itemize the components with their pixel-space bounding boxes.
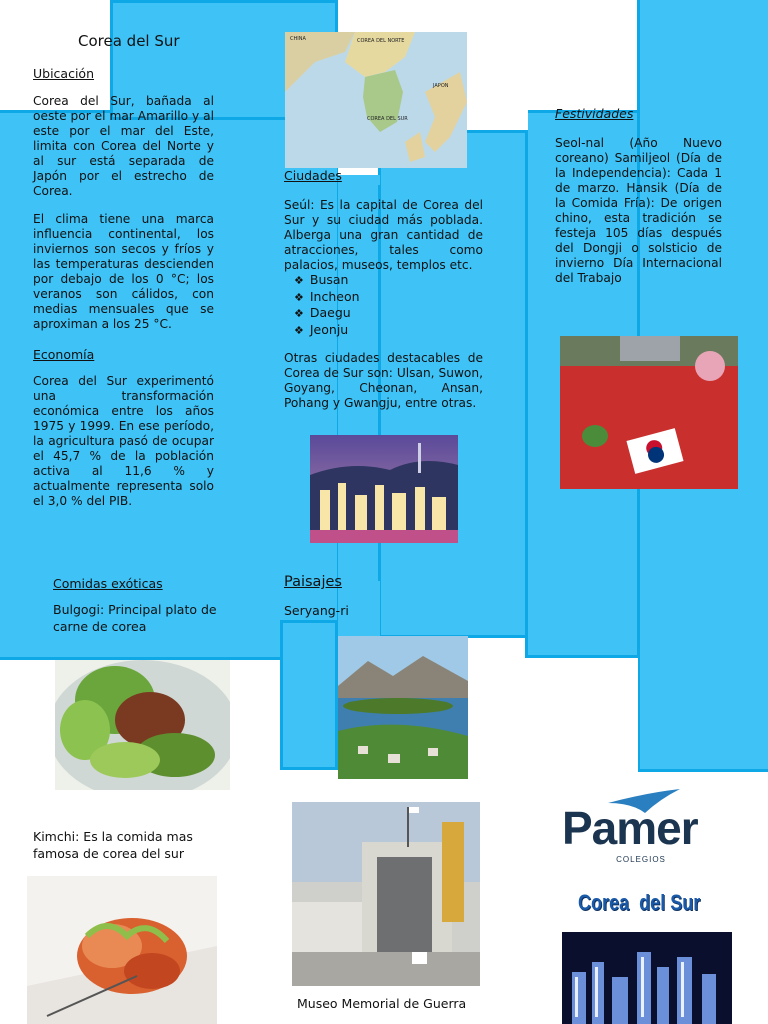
- otras-ciudades-text: Otras ciudades destacables de Corea de Sur son: Ulsan, Suwon, Goyang, Cheonan, Ansan, Pohang y Gwangju, entre otras.: [284, 351, 483, 410]
- list-item: ❖ Busan: [294, 272, 360, 289]
- kimchi-photo: [27, 876, 217, 1024]
- landscape-photo: [338, 636, 468, 779]
- clima-text: El clima tiene una marca influencia continental, los inviernos son secos y fríos y las temperaturas descienden por debajo de los 0 °C; los veranos son cálidos, con medias mensuales que se aproximan a los 25 °C.: [33, 212, 214, 331]
- brand-name: Pamer: [562, 802, 698, 854]
- left-title: Corea del Sur: [78, 32, 180, 50]
- map-label-china: CHINA: [290, 36, 306, 42]
- pamer-logo: [560, 785, 730, 870]
- festival-crowd-photo: [560, 336, 738, 489]
- bulgogi-photo: [55, 660, 230, 790]
- festividades-heading: Festividades: [555, 106, 634, 121]
- ciudades-text: Seúl: Es la capital de Corea del Sur y su ciudad más poblada. Alberga una gran cantidad de atracciones, tales como palacios, museos, templos etc.: [284, 198, 483, 272]
- comidas-heading: Comidas exóticas: [53, 576, 163, 591]
- ubicacion-heading: Ubicación: [33, 66, 95, 81]
- paisajes-text: Seryang-ri: [284, 603, 349, 618]
- city-list: [284, 272, 360, 338]
- bulgogi-text: Bulgogi: Principal plato de carne de corea: [53, 602, 217, 634]
- war-memorial-photo: [292, 802, 480, 986]
- kimchi-text: Kimchi: Es la comida mas famosa de corea del sur: [33, 829, 193, 861]
- seoul-night-photo: [310, 435, 458, 543]
- brand-sub: COLEGIOS: [616, 855, 666, 864]
- economia-text: Corea del Sur experimentó una transformación económica entre los años 1975 y 1999. En ese período, la agricultura pasó de ocupar el 45,7 % de la población activa al 11,6 % y actualmente representa solo el 3,0 % del PIB.: [33, 374, 214, 508]
- map-label-japan: JAPON: [433, 83, 449, 89]
- ubicacion-text: Corea del Sur, bañada al oeste por el mar Amarillo y al este por el mar del Este, limita con Corea del Norte y al sur está separada de Japón por el estrecho de Corea.: [33, 94, 214, 198]
- korea-map: [285, 32, 467, 168]
- museo-caption: Museo Memorial de Guerra: [297, 996, 467, 1011]
- list-item: ❖ Daegu: [294, 305, 360, 322]
- map-label-south: COREA DEL SUR: [367, 116, 408, 122]
- list-item: ❖ Incheon: [294, 289, 360, 306]
- map-label-north: COREA DEL NORTE: [357, 38, 405, 44]
- cover-title: Corea del Sur: [578, 890, 701, 915]
- economia-heading: Economía: [33, 347, 95, 362]
- list-item: ❖ Jeonju: [294, 322, 360, 339]
- festividades-text: Seol-nal (Año Nuevo coreano) Samiljeol (Día de la Independencia): Cada 1 de marzo. Hansik (Día de la Comida Fría): De origen chino, esta tradición se festeja 105 días después del Dongji o solsticio de invierno Día Internacional del Trabajo: [555, 136, 722, 285]
- right-white-top: [528, 0, 637, 110]
- ciudades-heading: Ciudades: [284, 168, 342, 183]
- skyline-night-photo: [562, 932, 732, 1024]
- paisajes-heading: Paisajes: [284, 574, 342, 590]
